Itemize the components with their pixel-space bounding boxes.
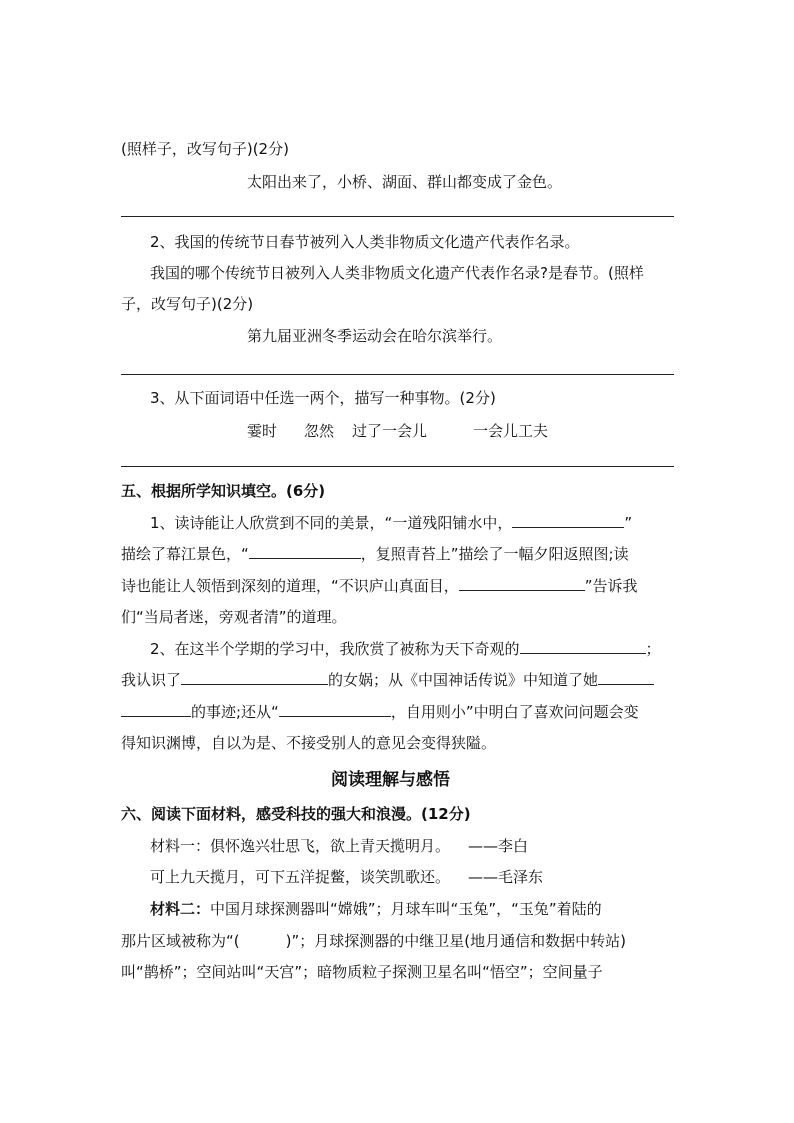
question-2-instruction: 子，改写句子)(2分) xyxy=(121,295,254,313)
material-1b-text: 可上九天揽月，可下五洋捉鳖，谈笑凯歌还。 xyxy=(150,868,451,886)
section-title: 阅读理解与感悟 xyxy=(331,770,450,790)
section-6-heading: 六、阅读下面材料，感受科技的强大和浪漫。(12分) xyxy=(121,805,471,823)
material-2-line-a xyxy=(150,899,602,919)
fill-1-line-d: 们“当局者迷，旁观者清”的道理。 xyxy=(121,608,347,626)
material-2-line-b xyxy=(121,931,626,951)
fill-1-line-a xyxy=(150,513,632,533)
fill-blank-1[interactable] xyxy=(512,513,624,528)
fill-1-line-b xyxy=(121,544,629,564)
material-1-text: 材料一：俱怀逸兴壮思飞，欲上青天揽明月。 xyxy=(150,837,451,855)
section-5-heading: 五、根据所学知识填空。(6分) xyxy=(121,482,326,500)
fill-blank-3[interactable] xyxy=(459,576,585,591)
material-1-source: ——李白 xyxy=(468,837,529,855)
fill-blank-2[interactable] xyxy=(249,544,361,559)
material-2-text-b2: )”；月球探测器的中继卫星(地月通信和数据中转站) xyxy=(285,932,626,950)
material-1b-source: ——毛泽东 xyxy=(468,868,544,886)
fill-1-text-c1: 诗也能让人领悟到深刻的道理，“不识庐山真面目， xyxy=(121,577,459,595)
question-2-example: 我国的哪个传统节日被列入人类非物质文化遗产代表作名录?是春节。(照样 xyxy=(150,264,644,282)
word-4: 一会儿工夫 xyxy=(473,422,549,440)
fill-2-line-b xyxy=(121,670,654,690)
question-2-sentence: 第九届亚洲冬季运动会在哈尔滨举行。 xyxy=(247,327,503,345)
fill-1-text-b1: 描绘了幕江景色，“ xyxy=(121,545,249,563)
material-2-text-b1: 那片区域被称为“( xyxy=(121,932,240,950)
answer-line-1 xyxy=(121,216,674,217)
example-sentence: 太阳出来了，小桥、湖面、群山都变成了金色。 xyxy=(247,173,563,191)
answer-line-2 xyxy=(121,374,674,375)
fill-2-text-b1: 我认识了 xyxy=(121,671,182,689)
fill-1-text-c2: ”告诉我 xyxy=(584,577,638,595)
fill-2-line-d: 得知识渊博，自以为是、不接受别人的意见会变得狭隘。 xyxy=(121,734,497,752)
fill-2-text-c1: 的事迹;还从“ xyxy=(191,703,279,721)
fill-1-text-a: 1、读诗能让人欣赏到不同的美景，“一道残阳铺水中， xyxy=(150,514,513,532)
fill-blank-4[interactable] xyxy=(520,639,646,654)
fill-blank-7[interactable] xyxy=(279,702,391,717)
material-2-text-a: 中国月球探测器叫“嫦娥”；月球车叫“玉兔”，“玉兔”着陆的 xyxy=(210,900,602,918)
fill-blank-5[interactable] xyxy=(181,670,328,685)
fill-2-text-a1: 2、在这半个学期的学习中，我欣赏了被称为天下奇观的 xyxy=(150,640,520,658)
word-3: 过了一会儿 xyxy=(352,422,428,440)
material-2-label: 材料二： xyxy=(150,900,211,918)
fill-blank-6b[interactable] xyxy=(121,702,191,717)
material-2-line-c: 叫“鹊桥”；空间站叫“天宫”；暗物质粒子探测卫星名叫“悟空”；空间量子 xyxy=(121,963,603,981)
word-2: 忽然 xyxy=(304,422,335,440)
fill-2-line-a xyxy=(150,639,661,659)
fill-blank-6a[interactable] xyxy=(598,670,654,685)
material-1-line-b xyxy=(150,867,543,887)
question-3: 3、从下面词语中任选一两个，描写一种事物。(2分) xyxy=(150,389,496,407)
answer-line-3 xyxy=(121,466,674,467)
material-1-line-a xyxy=(150,836,528,856)
fill-1-text-b2: ，复照青苔上”描绘了一幅夕阳返照图;读 xyxy=(360,545,629,563)
fill-2-text-a2: ； xyxy=(645,640,661,658)
fill-1-quote-end: ” xyxy=(624,514,633,532)
fill-1-line-c xyxy=(121,576,638,596)
question-2: 2、我国的传统节日春节被列入人类非物质文化遗产代表作名录。 xyxy=(150,233,580,251)
fill-2-text-b2: 的女娲；从《中国神话传说》中知道了她 xyxy=(328,671,599,689)
word-1: 霎时 xyxy=(247,422,278,440)
fill-2-line-c xyxy=(121,702,639,722)
fill-2-text-c2: ，自用则小”中明白了喜欢问问题会变 xyxy=(390,703,639,721)
instruction-line: (照样子，改写句子)(2分) xyxy=(121,140,289,158)
